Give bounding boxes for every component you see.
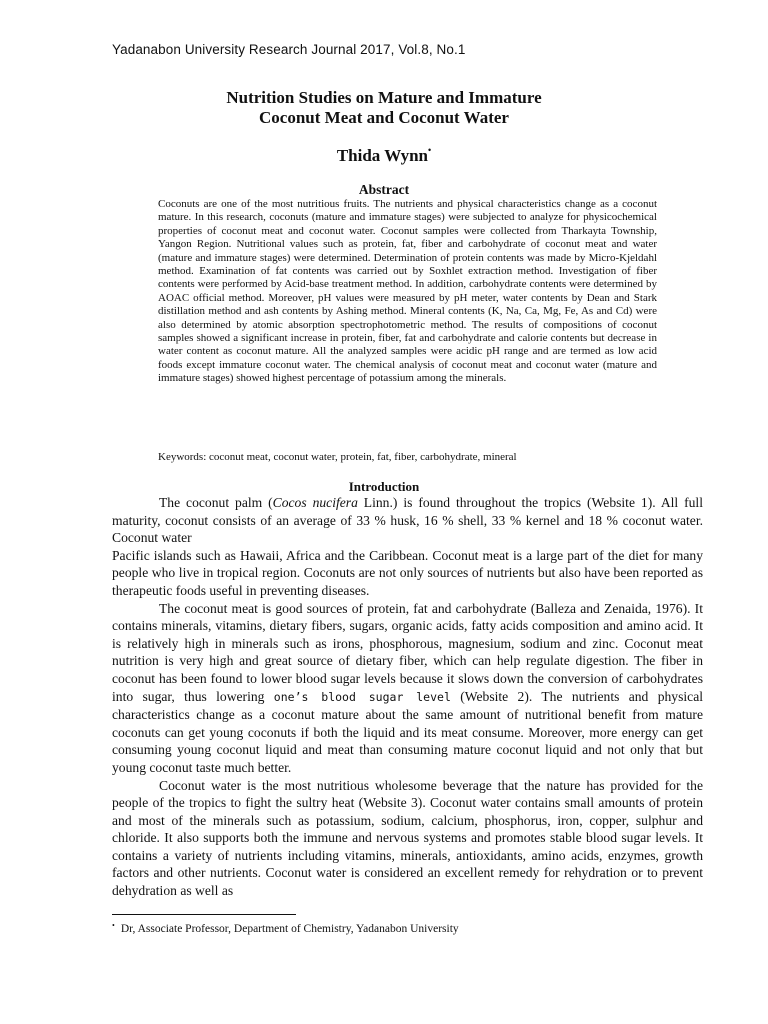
abstract-body: Coconuts are one of the most nutritious fruits. The nutrients and physical characteristics change as a coconut mature. In this research, coconuts (mature and immature stages) were subjected to analyze for physicochemical properties of coconut meat and coconut water. Coconut samples were collected from Tharkayta Township, Yangon Region. Nutritional values such as protein, fat, fiber and carbohydrate of coconut meat and water (mature and immature stages) were determined. Determination of protein contents was made by Micro-Kjeldahl method. Examination of fat contents was carried out by Soxhlet extraction method. Investigation of fiber contents were performed by Acid-base treatment method. In addition, carbohydrate contents were determined by AOAC official method. Moreover, pH values were measured by pH meter, water contents by Dean and Stark distillation method and ash contents by Ashing method. Mineral contents (K, Na, Ca, Mg, Fe, As and Cd) were also determined by atomic absorption spectrophotometric method. The results of compositions of coconut samples showed a significant increase in protein, fiber, fat and carbohydrate and calorie contents but decrease in water content as coconut mature. All the analyzed samples were acidic pH range and are termed as low acid foods except immature coconut water. The chemical analysis of coconut meat and coconut water (mature and immature stages) showed highest percentage of potassium among the minerals.: [158, 198, 657, 385]
intro-p3-text-b: (Website 2). The nutrients and physical characteristics change as a coconut mature about the same amount of nutritional benefit from mature coconuts can get young coconuts if both the liquid and its meat consume. Moreover, more energy can get consuming young coconut liquid and meat than consuming mature coconut liquid and not only that but young coconut taste much better.: [112, 688, 703, 775]
footnote: [112, 921, 459, 935]
author-name: Thida Wynn: [336, 146, 429, 165]
intro-paragraph-3: [112, 600, 703, 777]
intro-paragraph-4: Coconut water is the most nutritious wholesome beverage that the nature has provided for the people of the tropics to fight the sultry heat (Website 3). Coconut water contains small amounts of protein and most of the minerals such as potassium, sodium, calcium, phosphorus, iron, copper, sulphur and chloride. It also supports both the immune and nervous systems and promotes stable blood sugar levels. It contains a variety of nutrients including vitamins, minerals, antioxidants, amino acids, enzymes, growth factors and other nutrients. Coconut water is considered an excellent remedy for rehydration or to prevent dehydration as well as: [112, 777, 703, 899]
abstract-heading: Abstract: [358, 182, 410, 197]
introduction-heading: Introduction: [348, 479, 420, 494]
footnote-divider: [112, 914, 296, 915]
intro-p3-mono-text: one’s blood sugar level: [273, 689, 451, 704]
paper-title-line-1: Nutrition Studies on Mature and Immature: [226, 88, 542, 107]
intro-p1-text-b: Linn.) is found throughout the tropics (Website 1). All full maturity, coconut consists of an average of 33 % husk, 16 % shell, 33 % kernel and 18 % coconut water. Coconut water: [112, 495, 703, 546]
author-footnote-marker: •: [428, 145, 432, 155]
intro-paragraph-2: Pacific islands such as Hawaii, Africa and the Caribbean. Coconut meat is a large part of the diet for many people who live in tropical region. Coconuts are not only sources of nutrients but also have been reported as therapeutic foods useful in preventing diseases.: [112, 547, 703, 598]
species-name: Cocos nucifera: [272, 495, 358, 510]
intro-p1-text-a: The coconut palm (: [159, 495, 273, 510]
introduction-body: [112, 494, 703, 900]
paper-title-line-2: Coconut Meat and Coconut Water: [259, 108, 509, 127]
intro-p3-text-a: The coconut meat is good sources of protein, fat and carbohydrate (Balleza and Zenaida, 1976). It contains minerals, vitamins, dietary fibers, sugars, organic acids, fatty acids composition and amino acid. It is relatively high in minerals such as irons, phosphorous, magnesium, sodium and zinc. Coconut meat nutrition is very high and great source of dietary fiber, which can help regulate digestion. The fiber in coconut has been found to lower blood sugar levels because it slows down the conversion of carbohydrates into sugar, thus lowering: [112, 600, 703, 704]
keywords: Keywords: coconut meat, coconut water, protein, fat, fiber, carbohydrate, mineral: [158, 451, 517, 463]
intro-paragraph-1: [112, 494, 703, 547]
footnote-marker: •: [112, 921, 115, 930]
footnote-text: Dr, Associate Professor, Department of Chemistry, Yadanabon University: [120, 923, 459, 935]
paper-title: [0, 88, 768, 128]
author: [0, 145, 768, 166]
running-header: Yadanabon University Research Journal 2017, Vol.8, No.1: [112, 42, 466, 57]
